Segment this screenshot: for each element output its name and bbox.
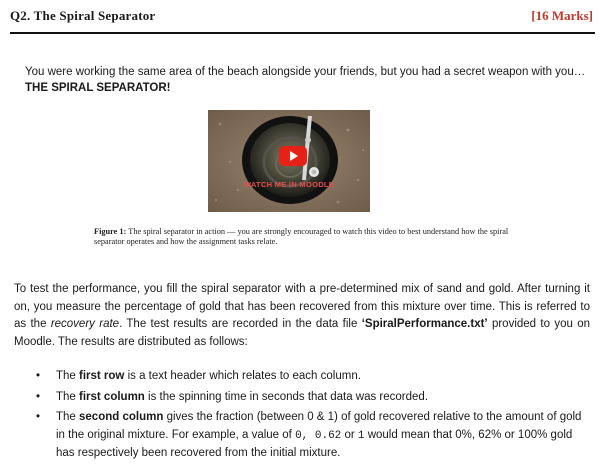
caption-label: Figure 1: <box>94 227 127 236</box>
bullet-bold: first row <box>79 370 125 382</box>
header-divider <box>10 32 595 34</box>
play-icon <box>290 151 298 161</box>
video-thumbnail[interactable] <box>208 110 370 212</box>
bullet-pre: The <box>56 390 80 403</box>
question-title: Q2. The Spiral Separator <box>10 8 156 23</box>
figure-caption <box>94 227 524 247</box>
bullet-or: or <box>341 428 358 441</box>
data-filename: ‘SpiralPerformance.txt’ <box>361 318 488 330</box>
bullet-post: is the spinning time in seconds that data was recorded. <box>144 390 429 403</box>
paragraph-text-3: provided to you on Moodle. The results are distributed as follows: <box>14 318 590 348</box>
list-item <box>36 368 588 386</box>
bullet-bold: first column <box>79 390 145 403</box>
list-item <box>36 389 588 407</box>
bullet-bold: second column <box>79 411 164 423</box>
paragraph-italic-term: recovery rate <box>50 318 120 330</box>
code-value: 1 <box>357 429 365 442</box>
bullet-dot: • <box>36 390 41 403</box>
bullet-dot: • <box>36 370 41 382</box>
code-value: 0 <box>295 429 302 442</box>
marks-label: [16 Marks] <box>531 8 593 23</box>
play-button[interactable] <box>279 146 307 166</box>
bullet-pre: The <box>56 370 80 382</box>
paragraph-text-1: To test the performance, you fill the spiral separator with a pre-determined mix of sand and gold. After turning it on, you measure the percentage of gold that has been recovered from this mixture over time. This is referred to as the <box>14 283 590 330</box>
intro-text: You were working the same area of the beach alongside your friends, but you had a secret weapon with you… <box>25 66 586 78</box>
caption-text: The spiral separator in action — you are strongly encouraged to watch this video to best understand how the spiral separator operates and how the assignment tasks relate. <box>94 227 509 246</box>
video-overlay-label: WATCH ME IN MOODLE <box>243 180 335 189</box>
code-separator: , <box>301 429 315 442</box>
list-item <box>36 409 588 463</box>
bullet-list <box>36 368 588 466</box>
code-value: 0.62 <box>314 429 342 442</box>
body-paragraph <box>14 281 590 351</box>
bullet-pre: The <box>56 411 80 423</box>
bullet-post: is a text header which relates to each column. <box>124 370 361 382</box>
intro-paragraph <box>25 64 590 96</box>
paragraph-text-2: . The test results are recorded in the data file <box>119 318 362 330</box>
bullet-dot: • <box>36 411 41 423</box>
bullet-post-b: would mean that 0%, 62% or 100% gold has respectively been recovered from the initial mixture. <box>56 428 573 459</box>
question-header <box>10 4 595 28</box>
bullet-post-a: gives the fraction (between 0 & 1) of gold recovered relative to the amount of gold in the original mixture. For example, a value of <box>56 411 582 441</box>
intro-emphasis: THE SPIRAL SEPARATOR! <box>25 82 171 94</box>
